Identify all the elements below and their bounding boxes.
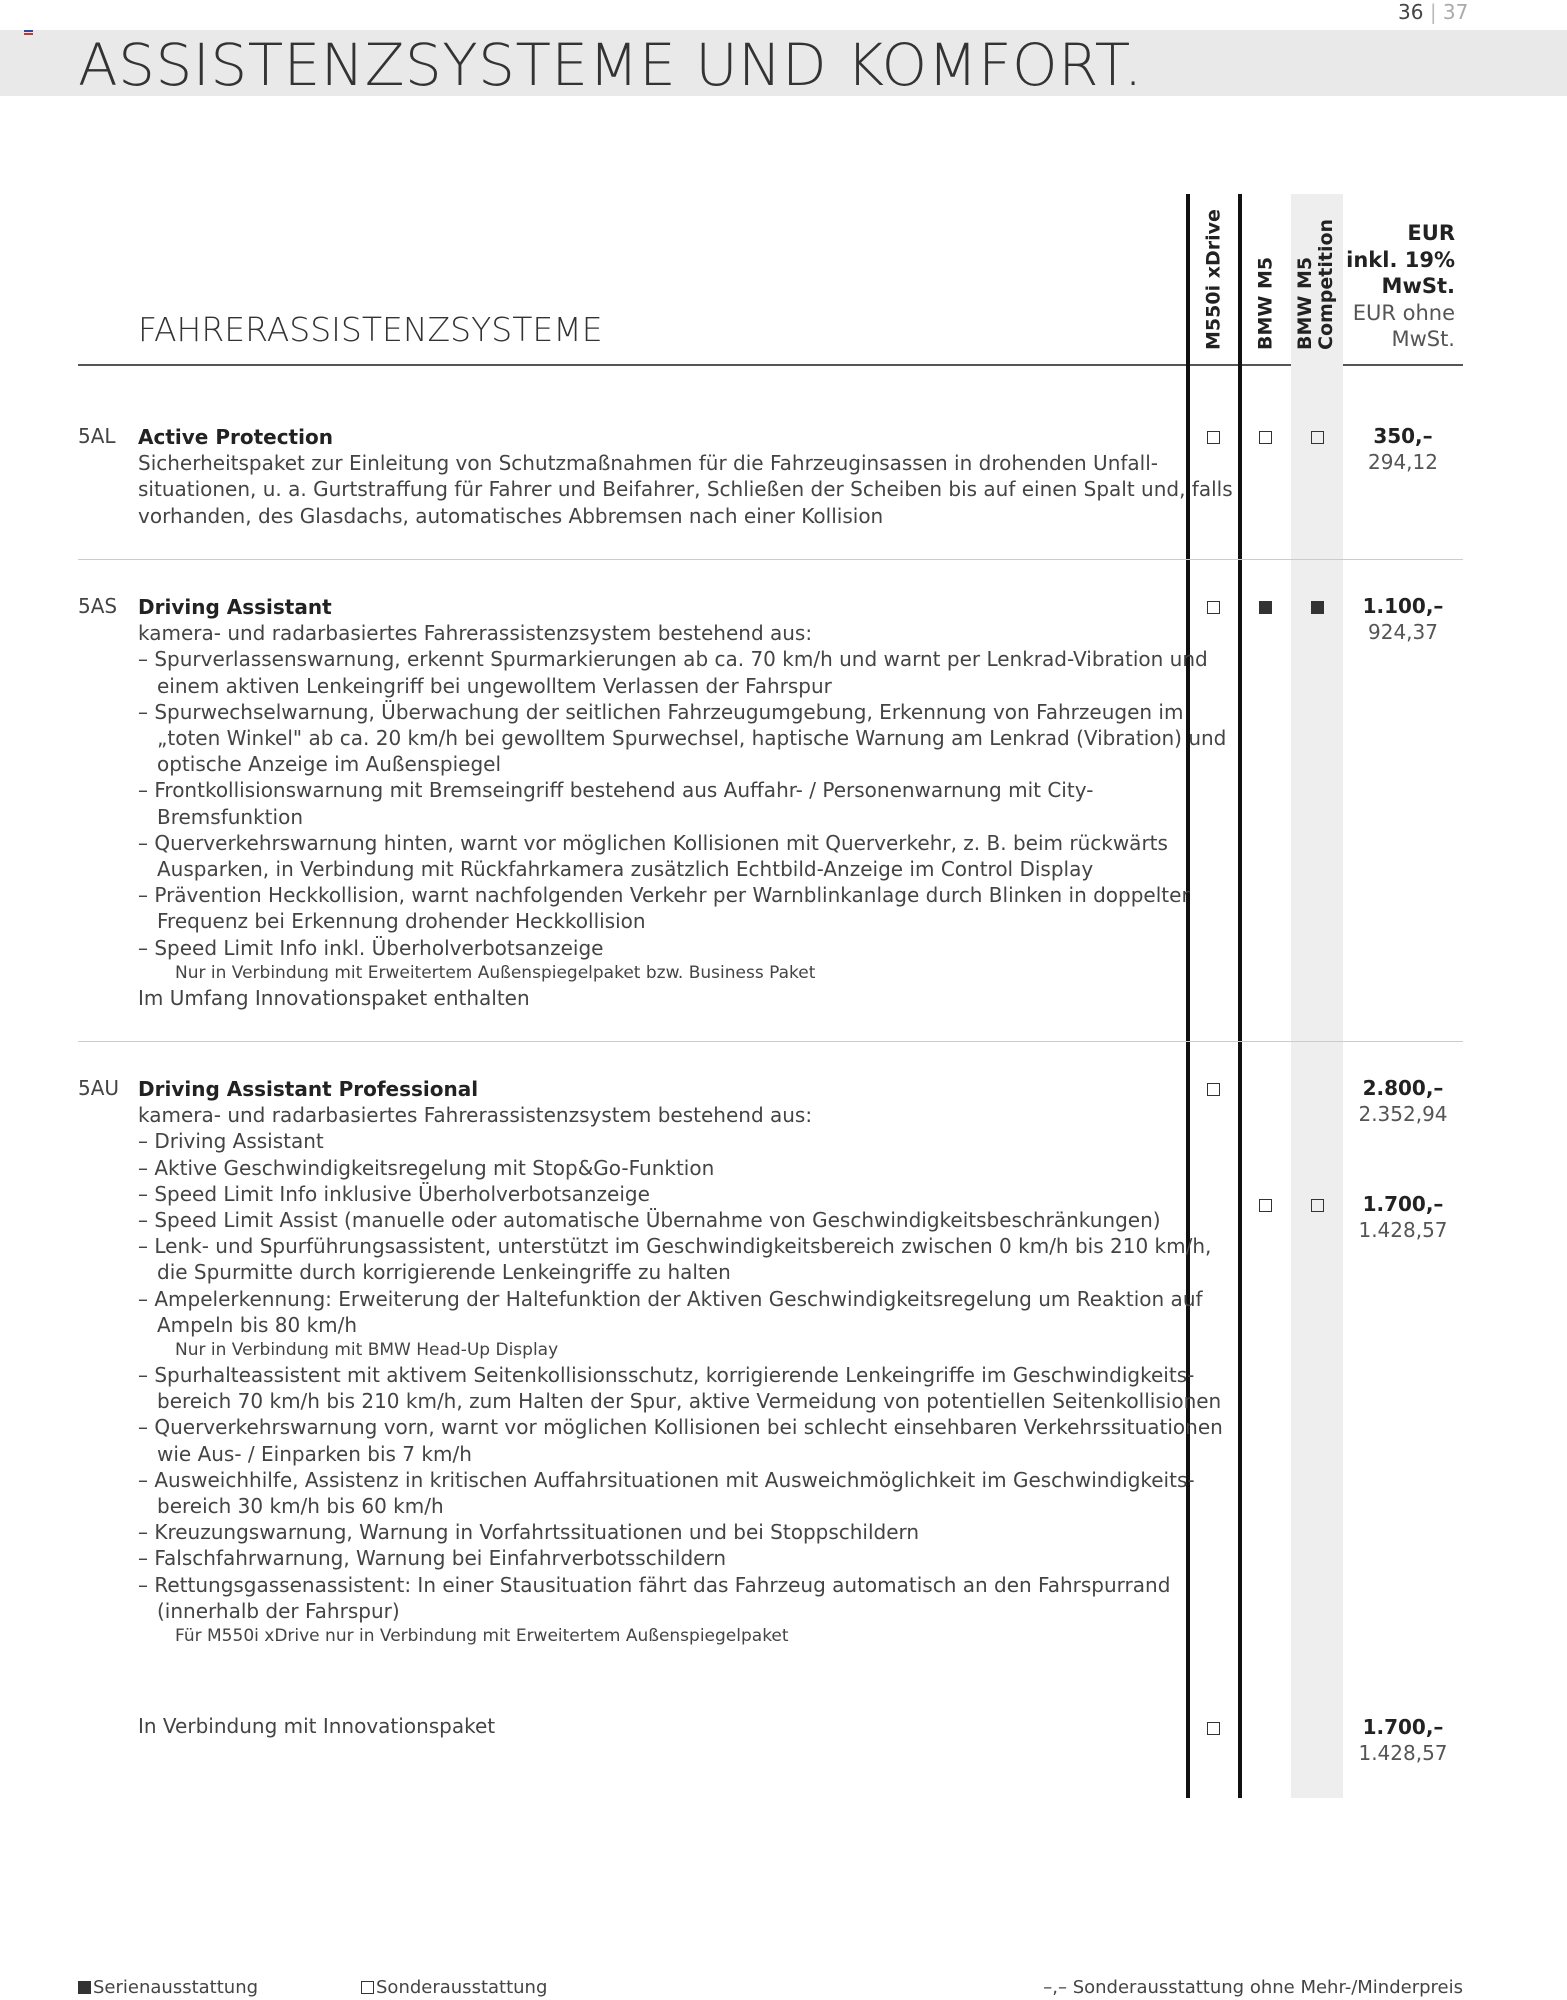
price-header: EUR inkl. 19% MwSt. EUR ohne MwSt. [1346,221,1455,351]
row-divider [78,559,1463,560]
option-checkbox [1207,1722,1220,1735]
legend-option: Sonderausstattung [361,1977,547,1998]
legend-no-charge: –,– Sonderausstattung ohne Mehr-/Minderpreis [1043,1977,1463,1998]
option-checkbox [1259,431,1272,444]
option-checkbox [1311,431,1324,444]
standard-checkbox [1311,601,1324,614]
standard-square-icon [78,1981,91,1994]
option-checkbox [1259,1199,1272,1212]
column-header-m550i: M550i xDrive [1202,209,1225,350]
price-5al: 350,– 294,12 [1368,424,1438,474]
legend-standard: Serienausstattung [78,1977,258,1998]
section-title: FAHRERASSISTENZSYSTEME [138,310,603,349]
page-title: ASSISTENZSYSTEME UND KOMFORT. [78,31,1143,99]
option-checkbox [1311,1199,1324,1212]
price-5au-m5: 1.700,– 1.428,57 [1358,1192,1448,1242]
option-square-icon [361,1981,374,1994]
price-5as: 1.100,– 924,37 [1362,594,1444,644]
option-checkbox [1207,601,1220,614]
price-5au-innovation: 1.700,– 1.428,57 [1358,1715,1448,1765]
option-checkbox [1207,431,1220,444]
page-number: 36 | 37 [1398,0,1469,24]
row-divider [78,1041,1463,1042]
column-header-m5: BMW M5 [1254,256,1277,350]
option-checkbox [1207,1083,1220,1096]
price-5au-m550i: 2.800,– 2.352,94 [1358,1076,1448,1126]
standard-checkbox [1259,601,1272,614]
flag-icon [24,30,33,37]
combo-label: In Verbindung mit Innovationspaket [138,1714,496,1738]
column-divider [1238,194,1242,1798]
header-divider [78,364,1463,366]
column-header-m5-competition: BMW M5 Competition [1294,218,1337,350]
